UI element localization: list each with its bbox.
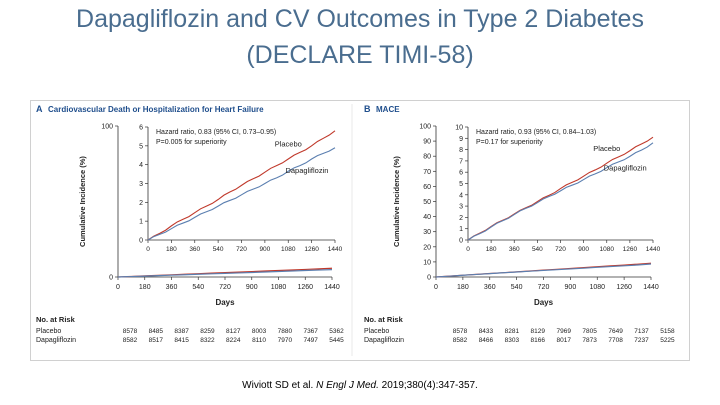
figure-border: [31, 101, 690, 361]
inset-x-tick-label: 720: [555, 246, 566, 253]
outer-x-tick-label: 540: [192, 284, 205, 291]
outer-y-tick-label: 60: [423, 183, 431, 191]
inset-y-tick-label: 6: [459, 169, 463, 177]
inset-x-tick-label: 720: [236, 246, 247, 253]
risk-value: 8110: [252, 337, 267, 344]
hazard-ratio-text: Hazard ratio, 0.93 (95% CI, 0.84–1.03): [476, 129, 597, 136]
risk-row-label: Dapagliflozin: [364, 337, 405, 344]
outer-x-tick-label: 1080: [270, 284, 287, 291]
inset-x-tick-label: 180: [485, 246, 497, 253]
risk-table-header: No. at Risk: [36, 315, 75, 324]
risk-value: 7649: [608, 328, 623, 335]
outer-x-tick-label: 0: [434, 284, 438, 291]
risk-value: 8322: [200, 337, 215, 344]
risk-value: 7708: [608, 337, 623, 344]
outer-x-tick-label: 180: [457, 284, 469, 291]
outer-x-tick-label: 0: [116, 284, 120, 291]
inset-x-tick-label: 1080: [599, 246, 614, 253]
risk-value: 8166: [530, 337, 546, 344]
outer-y-tick-label: 20: [423, 244, 431, 252]
series-label-dapagliflozin: Dapagliflozin: [603, 163, 647, 173]
series-label-placebo: Placebo: [274, 139, 302, 149]
inset-y-tick-label: 2: [459, 214, 463, 222]
risk-value: 7237: [634, 337, 649, 344]
risk-value: 7805: [582, 328, 597, 335]
inset-x-tick-label: 1080: [281, 246, 296, 253]
outer-x-tick-label: 900: [245, 284, 258, 291]
risk-value: 8281: [504, 328, 520, 335]
inset-y-tick-label: 6: [139, 124, 143, 132]
outer-x-tick-label: 900: [564, 284, 577, 291]
slide-title: Dapagliflozin and CV Outcomes in Type 2 Diabetes: [76, 5, 644, 33]
inset-x-tick-label: 540: [531, 246, 543, 253]
risk-value: 5362: [329, 328, 344, 335]
outer-y-tick-label: 90: [423, 138, 431, 146]
citation: [0, 380, 720, 391]
risk-value: 8303: [504, 337, 520, 344]
inset-x-tick-label: 1260: [304, 246, 319, 253]
panel-letter: A: [36, 104, 43, 114]
inset-x-tick-label: 0: [466, 246, 470, 253]
outer-y-tick-label: 100: [101, 123, 113, 131]
panel-letter: B: [364, 104, 371, 114]
risk-value: 7497: [303, 337, 318, 344]
outer-x-tick-label: 360: [165, 284, 178, 291]
inset-y-tick-label: 8: [459, 147, 463, 155]
risk-value: 7137: [634, 328, 649, 335]
outer-y-tick-label: 50: [423, 199, 431, 206]
p-value-text: P=0.005 for superiority: [156, 139, 227, 146]
panel-title: MACE: [376, 105, 400, 114]
risk-value: 7367: [303, 328, 318, 335]
inset-y-tick-label: 2: [139, 199, 143, 207]
risk-value: 8259: [200, 328, 215, 335]
citation-prefix: Wiviott SD et al.: [242, 380, 317, 391]
series-label-dapagliflozin: Dapagliflozin: [285, 166, 329, 176]
outer-x-tick-label: 1440: [324, 284, 340, 291]
outer-y-tick-label: 100: [419, 123, 431, 131]
inset-x-tick-label: 0: [146, 246, 150, 253]
risk-value: 8485: [148, 328, 164, 335]
outer-x-tick-label: 180: [138, 284, 151, 291]
risk-value: 8578: [122, 328, 138, 335]
inset-x-tick-label: 360: [189, 246, 201, 253]
inset-x-tick-label: 180: [165, 246, 177, 253]
outer-y-tick-label: 0: [109, 274, 113, 282]
inset-y-tick-label: 1: [459, 226, 463, 234]
outer-y-tick-label: 10: [423, 259, 431, 267]
risk-value: 8578: [452, 328, 468, 335]
inset-x-tick-label: 540: [212, 246, 224, 253]
inset-y-tick-label: 3: [139, 181, 143, 188]
outer-x-tick-label: 540: [510, 284, 523, 291]
outer-x-tick-label: 1080: [589, 284, 606, 291]
inset-y-tick-label: 4: [139, 162, 143, 170]
risk-value: 8415: [174, 337, 189, 344]
inset-x-tick-label: 900: [578, 246, 590, 253]
risk-value: 8129: [530, 328, 546, 335]
risk-row-label: Placebo: [364, 328, 390, 335]
risk-row-label: Dapagliflozin: [36, 337, 77, 344]
km-figure: [30, 100, 690, 361]
inset-y-tick-label: 9: [459, 135, 463, 143]
risk-value: 5158: [660, 328, 675, 335]
risk-value: 8433: [478, 328, 494, 335]
outer-y-tick-label: 40: [423, 214, 431, 222]
risk-value: 8003: [251, 328, 267, 335]
risk-value: 8517: [148, 337, 164, 344]
outer-y-tick-label: 0: [427, 274, 431, 282]
inset-y-tick-label: 4: [459, 192, 463, 200]
x-axis-label: Days: [533, 298, 554, 307]
risk-value: 8224: [226, 337, 241, 344]
inset-y-tick-label: 0: [459, 237, 463, 245]
inset-y-tick-label: 3: [459, 203, 463, 211]
risk-value: 8582: [452, 337, 468, 344]
inset-y-tick-label: 1: [139, 218, 143, 226]
slide-subtitle: (DECLARE TIMI-58): [246, 41, 474, 69]
inset-y-tick-label: 7: [459, 158, 463, 166]
risk-value: 7970: [277, 337, 293, 344]
panel-title: Cardiovascular Death or Hospitalization for Heart Failure: [48, 105, 264, 114]
inset-y-tick-label: 5: [139, 143, 143, 151]
risk-value: 8582: [122, 337, 138, 344]
x-axis-label: Days: [215, 298, 235, 307]
risk-value: 8017: [556, 337, 571, 344]
outer-x-tick-label: 1260: [616, 284, 632, 291]
risk-value: 8466: [478, 337, 494, 344]
risk-value: 8387: [174, 328, 189, 335]
inset-y-tick-label: 5: [459, 181, 463, 188]
inset-y-tick-label: 0: [139, 237, 143, 245]
risk-value: 8127: [226, 328, 241, 335]
inset-y-tick-label: 10: [455, 124, 463, 132]
inset-x-tick-label: 900: [259, 246, 271, 253]
risk-value: 5225: [660, 337, 675, 344]
risk-value: 5445: [329, 337, 344, 344]
citation-journal: N Engl J Med.: [316, 380, 379, 391]
citation-suffix: 2019;380(4):347-357.: [378, 380, 478, 391]
figure-panel: [30, 100, 690, 361]
outer-y-tick-label: 80: [423, 153, 431, 161]
risk-value: 7880: [277, 328, 293, 335]
outer-x-tick-label: 1440: [643, 284, 659, 291]
inset-x-tick-label: 360: [508, 246, 520, 253]
p-value-text: P=0.17 for superiority: [476, 139, 543, 146]
inset-x-tick-label: 1440: [327, 246, 343, 253]
y-axis-label: Cumulative Incidence (%): [78, 156, 87, 247]
outer-y-tick-label: 30: [423, 229, 431, 237]
outer-x-tick-label: 1260: [297, 284, 314, 291]
inset-x-tick-label: 1260: [622, 246, 638, 253]
series-label-placebo: Placebo: [593, 143, 621, 153]
risk-table-header: No. at Risk: [364, 315, 403, 324]
risk-value: 7873: [582, 337, 597, 344]
risk-row-label: Placebo: [36, 328, 62, 335]
outer-x-tick-label: 360: [483, 284, 496, 291]
risk-value: 7969: [556, 328, 571, 335]
outer-y-tick-label: 70: [423, 168, 431, 176]
y-axis-label: Cumulative Incidence (%): [392, 156, 401, 247]
outer-x-tick-label: 720: [537, 284, 550, 291]
outer-x-tick-label: 720: [219, 284, 231, 291]
hazard-ratio-text: Hazard ratio, 0.83 (95% CI, 0.73–0.95): [156, 129, 277, 136]
inset-x-tick-label: 1440: [645, 246, 661, 253]
